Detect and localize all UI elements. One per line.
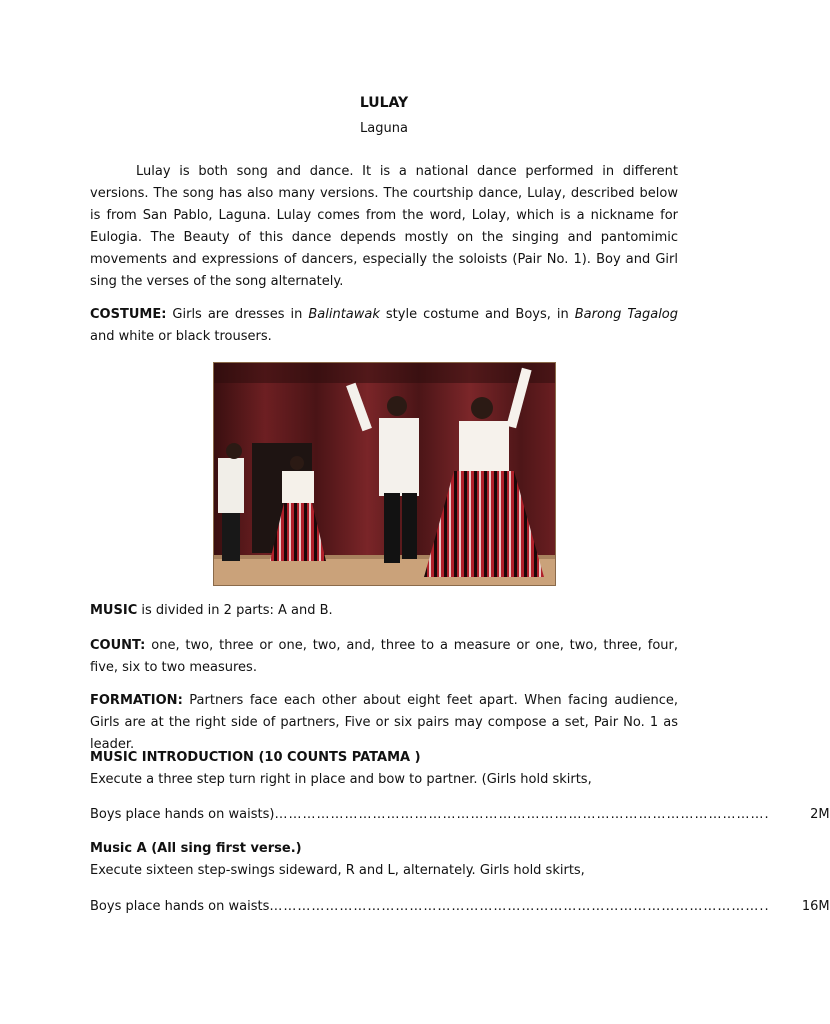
music-a-heading: Music A (All sing first verse.) — [90, 841, 302, 856]
document-title: LULAY — [359, 95, 409, 111]
costume-italic-1: Balintawak — [308, 307, 380, 322]
music-intro-line-2 — [90, 805, 830, 825]
count-label: COUNT: — [90, 638, 146, 653]
music-intro-heading: MUSIC INTRODUCTION (10 COUNTS PATAMA ) — [90, 750, 421, 765]
music-paragraph — [90, 600, 678, 622]
music-a-line-2-text: Boys place hands on waists — [90, 899, 270, 914]
costume-text-3: and white or black trousers. — [90, 329, 272, 344]
formation-label: FORMATION: — [90, 693, 183, 708]
dancers-photo — [213, 362, 556, 586]
formation-paragraph — [90, 690, 678, 756]
music-a-leader-dots: …………………………………………………………………………………………….. — [269, 899, 770, 914]
intro-paragraph: Lulay is both song and dance. It is a national dance performed in different versions. The song has also many versions. The courtship dance, Lulay, described below is from San Pablo, Laguna. Lulay comes from the word, Lolay, which is a nickname for Eulogia. The Beauty of this dance depends mostly on the singing and pantomimic movements and expressions of dancers, especially the soloists (Pair No. 1). Boy and Girl sing the verses of the song alternately. — [90, 164, 678, 289]
music-label: MUSIC — [90, 603, 138, 618]
music-intro-line-2-text: Boys place hands on waists) — [90, 807, 275, 822]
document-subtitle: Laguna — [360, 121, 408, 136]
costume-text-2: style costume and Boys, in — [379, 307, 575, 322]
music-intro-line-1: Execute a three step turn right in place and bow to partner. (Girls hold skirts, — [90, 772, 592, 787]
music-a-measure-count: 16M — [801, 899, 830, 914]
count-text: one, two, three or one, two, and, three to a measure or one, two, three, four, five, six to two measures. — [90, 638, 678, 675]
music-text: is divided in 2 parts: A and B. — [137, 603, 333, 618]
formation-text: Partners face each other about eight feet apart. When facing audience, Girls are at the right side of partners, Five or six pairs may compose a set, Pair No. 1 as leader. — [90, 693, 678, 752]
music-a-line-2 — [90, 897, 830, 917]
music-a-line-1: Execute sixteen step-swings sideward, R and L, alternately. Girls hold skirts, — [90, 863, 585, 878]
music-intro-leader-dots: ……………………………………………………………………………………………. — [274, 807, 770, 822]
count-paragraph — [90, 635, 678, 679]
costume-paragraph — [90, 304, 678, 348]
costume-label: COSTUME: — [90, 307, 167, 322]
costume-italic-2: Barong Tagalog — [574, 307, 679, 322]
costume-text-1: Girls are dresses in — [166, 307, 309, 322]
music-intro-measure-count: 2M — [810, 807, 830, 822]
